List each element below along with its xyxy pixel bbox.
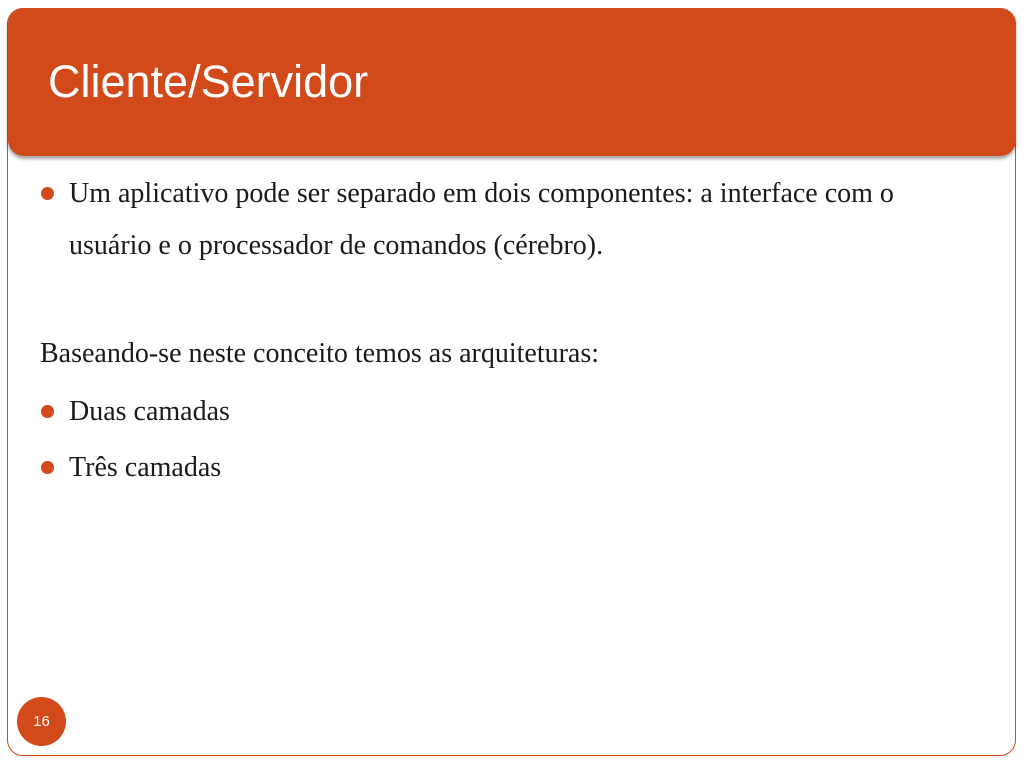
bullet-text: Um aplicativo pode ser separado em dois componentes: a interface com o usuário e o processador de comandos (cérebro). (69, 178, 894, 261)
page-number: 16 (33, 713, 50, 730)
title-bar (8, 8, 1016, 156)
page-number-badge (17, 697, 66, 746)
slide-title: Cliente/Servidor (48, 56, 369, 107)
list-item (40, 440, 940, 496)
body-paragraph: Baseando-se neste conceito temos as arquiteturas: (40, 338, 600, 369)
list-item (40, 168, 940, 272)
architecture-list (40, 384, 940, 496)
slide-content (40, 168, 940, 496)
bullet-dot-icon (41, 461, 54, 474)
bullet-text: Três camadas (69, 452, 222, 483)
bullet-dot-icon (41, 405, 54, 418)
bullet-dot-icon (41, 187, 54, 200)
bullet-text: Duas camadas (69, 396, 230, 427)
list-item (40, 384, 940, 440)
